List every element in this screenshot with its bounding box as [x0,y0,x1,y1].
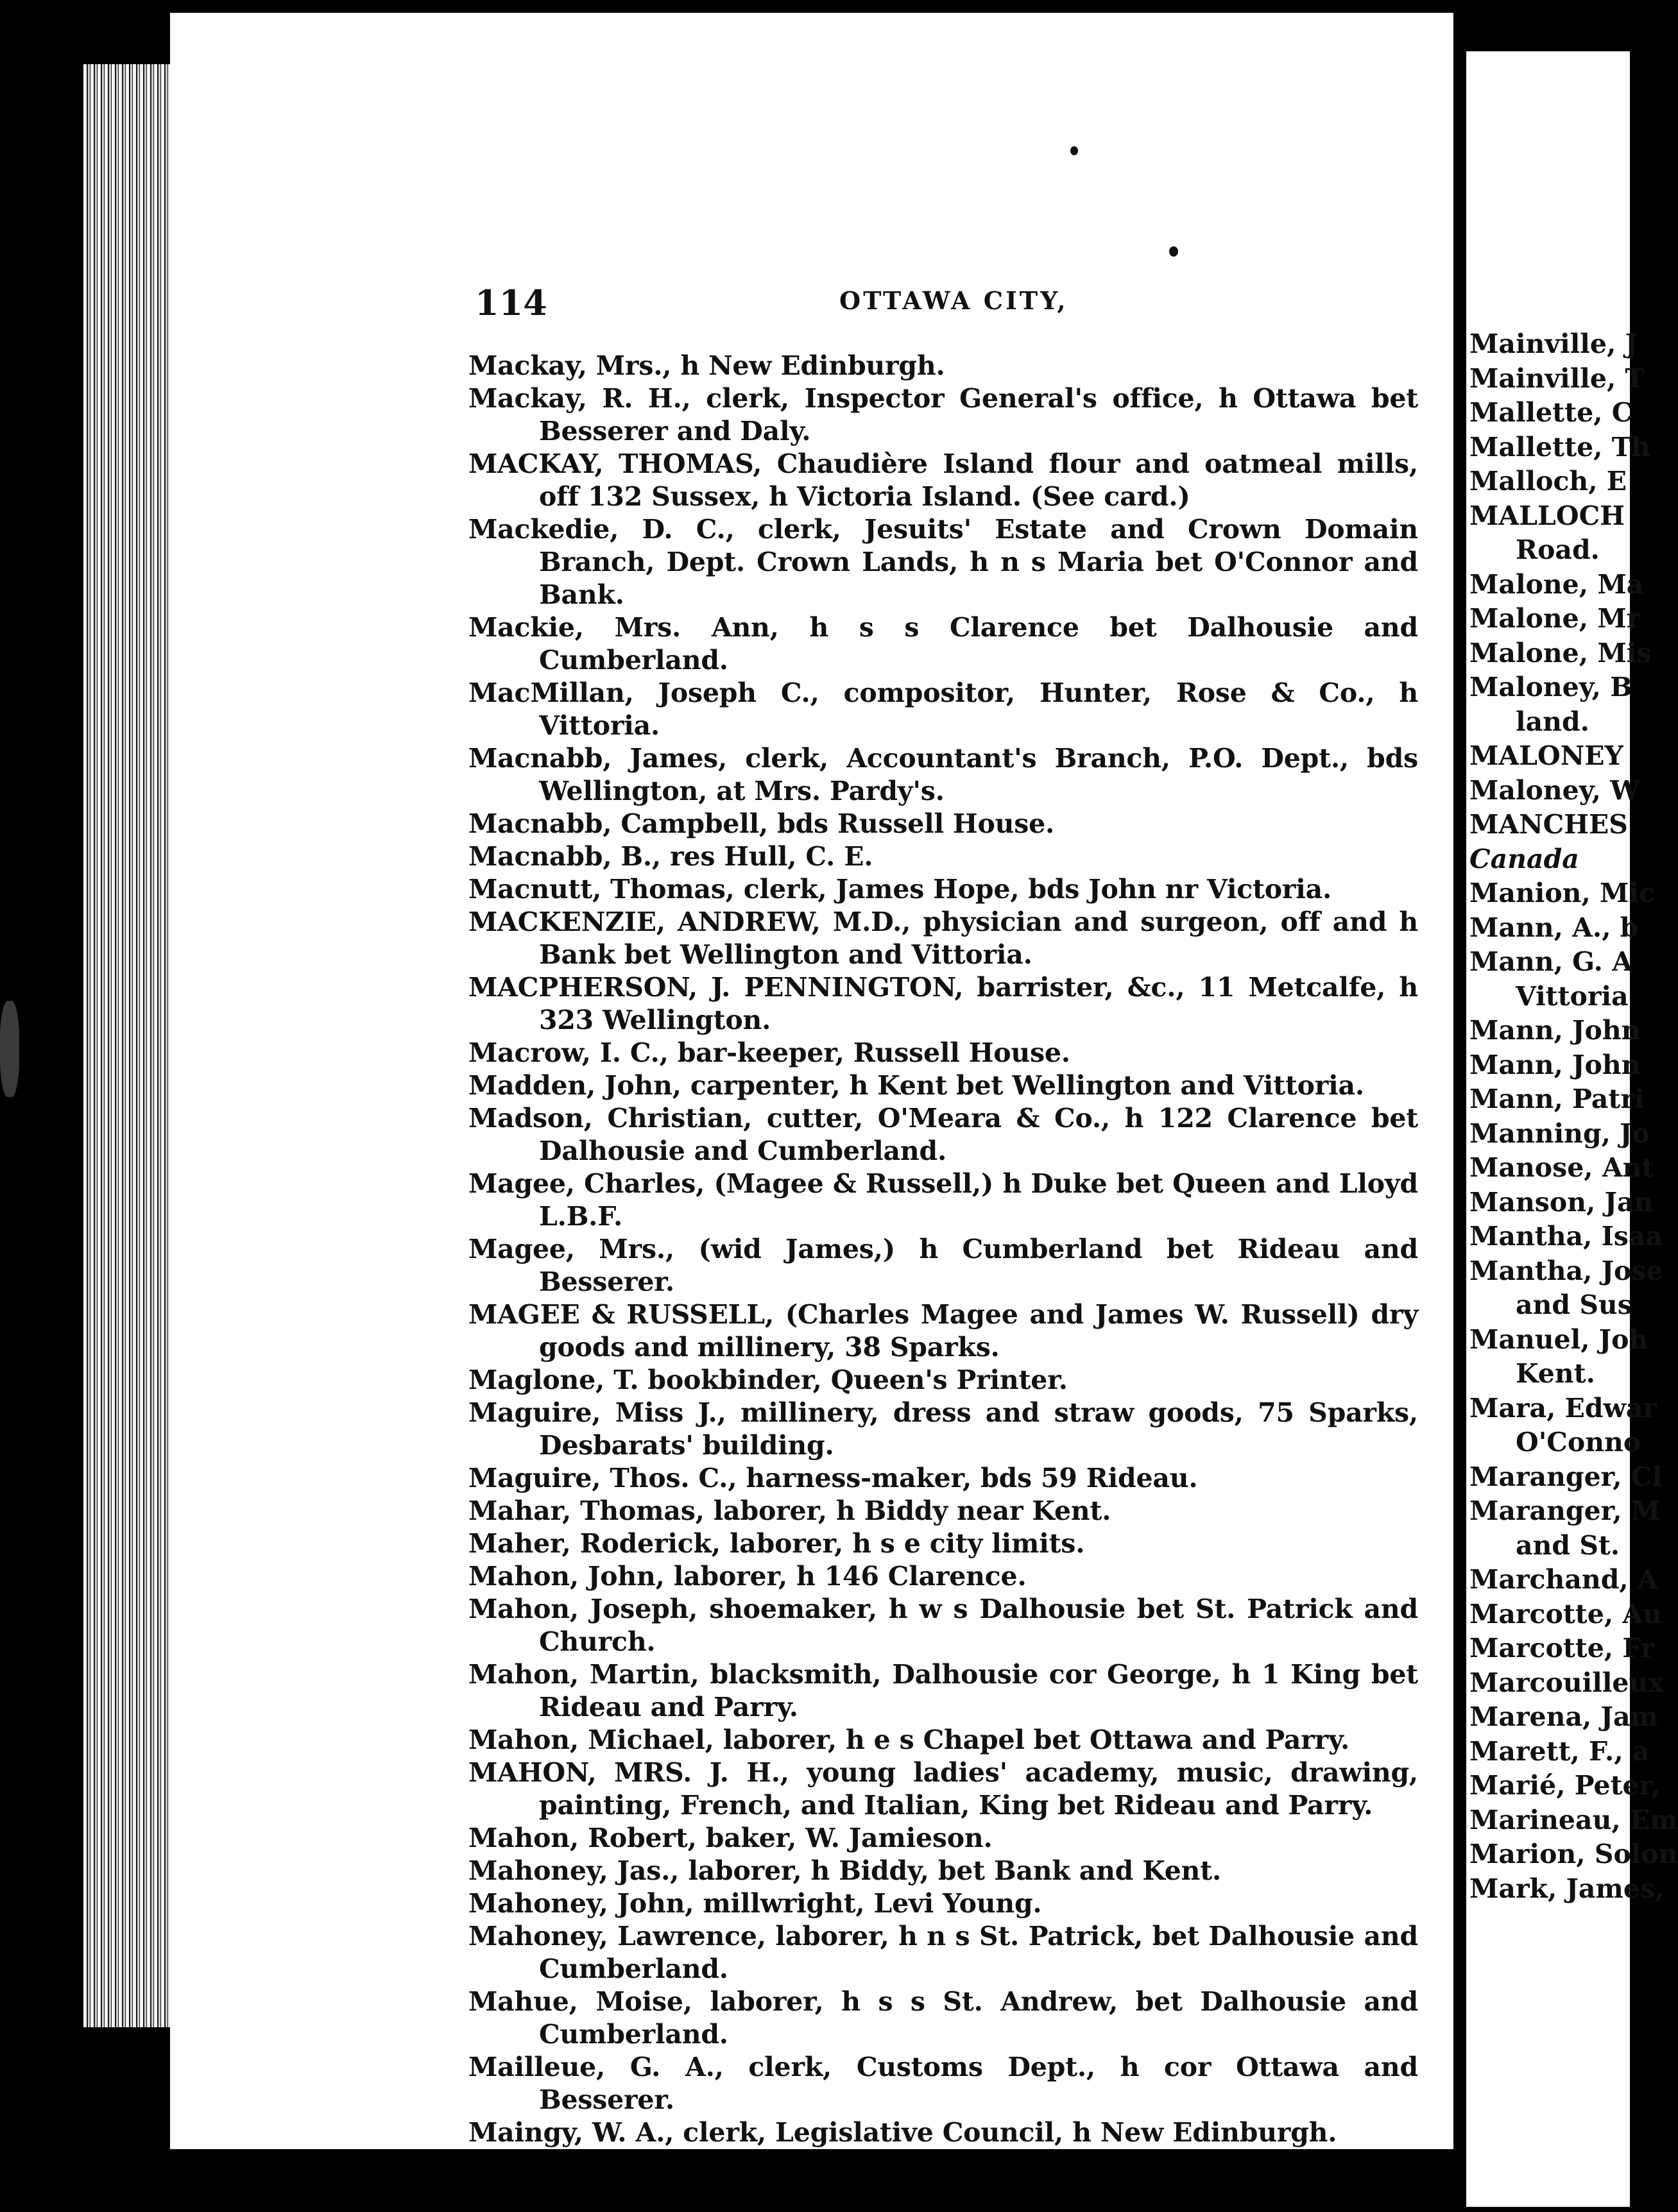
directory-entry: Mailleue, G. A., clerk, Customs Dept., h cor Ottawa and Besserer. [468,2052,1418,2115]
adjacent-page-line: Marett, F., a [1469,1735,1650,1767]
directory-entry: Maher, Roderick, laborer, h s e city limits. [468,1528,1085,1559]
adjacent-page-line: Maranger, Cl [1469,1461,1663,1492]
directory-entry: Maingy, W. A., clerk, Legislative Council, h New Edinburgh. [468,2117,1337,2148]
adjacent-page-line: and Sus [1516,1289,1632,1320]
adjacent-page-line: Marchand, A [1469,1564,1658,1595]
page-number: 114 [475,282,547,323]
directory-entry: Maguire, Miss J., millinery, dress and straw goods, 75 Sparks, Desbarats' building. [468,1397,1418,1461]
adjacent-page-line: Mann, Patri [1469,1084,1645,1114]
directory-entry: Mackie, Mrs. Ann, h s s Clarence bet Dalhousie and Cumberland. [468,612,1418,676]
directory-entry: Madson, Christian, cutter, O'Meara & Co., h 122 Clarence bet Dalhousie and Cumberland. [468,1103,1418,1166]
running-title: OTTAWA CITY, [839,286,1068,315]
directory-entry: Mackay, Mrs., h New Edinburgh. [468,350,945,381]
adjacent-page-line: Mann, John [1469,1049,1641,1080]
adjacent-page-line: Mann, A., b [1469,912,1639,943]
adjacent-page-line: and St. [1516,1529,1620,1561]
directory-entry: Mahue, Moise, laborer, h s s St. Andrew, bet Dalhousie and Cumberland. [468,1986,1418,2050]
directory-entry: Mahoney, Lawrence, laborer, h n s St. Patrick, bet Dalhousie and Cumberland. [468,1921,1418,1984]
directory-entry: Mahon, Martin, blacksmith, Dalhousie cor George, h 1 King bet Rideau and Parry. [468,1659,1418,1723]
directory-entry: Mahon, Joseph, shoemaker, h w s Dalhousie bet St. Patrick and Church. [468,1594,1418,1657]
adjacent-page-line: Maloney, W [1469,774,1640,806]
adjacent-page-line: Mann, John [1469,1015,1641,1046]
directory-entry: Madden, John, carpenter, h Kent bet Wellington and Vittoria. [468,1070,1364,1101]
directory-entry: MACKAY, THOMAS, Chaudière Island flour and oatmeal mills, off 132 Sussex, h Victoria Island. (See card.) [468,448,1418,512]
directory-entry: Macnabb, James, clerk, Accountant's Branch, P.O. Dept., bds Wellington, at Mrs. Pardy's. [468,743,1418,806]
adjacent-page-line: Malloch, E [1469,466,1627,497]
directory-entry: Mahoney, Jas., laborer, h Biddy, bet Bank and Kent. [468,1855,1222,1886]
adjacent-page-line: Mantha, Jose [1469,1255,1663,1286]
adjacent-page-line: Marion, Solon [1469,1839,1678,1869]
directory-entry: Mahar, Thomas, laborer, h Biddy near Kent. [468,1495,1111,1526]
directory-entry: Maguire, Thos. C., harness-maker, bds 59 Rideau. [468,1463,1198,1493]
directory-entry: Magee, Mrs., (wid James,) h Cumberland bet Rideau and Besserer. [468,1234,1418,1297]
adjacent-page-line: Manose, Ant [1469,1152,1654,1183]
adjacent-page-line: Mainville, J [1469,328,1638,359]
adjacent-page-line: Marineau, Em [1469,1804,1678,1835]
adjacent-page-line: Manion, Mic [1469,878,1655,908]
directory-entries [468,350,1418,2149]
directory-entry: Mackay, R. H., clerk, Inspector General's office, h Ottawa bet Besserer and Daly. [468,383,1418,447]
adjacent-page-line: Manson, Jan [1469,1186,1654,1218]
adjacent-page-line: Mara, Edwar [1469,1392,1657,1424]
adjacent-page-line: Marié, Peter, [1469,1770,1661,1801]
adjacent-page-line: MANCHES [1469,809,1628,840]
adjacent-page-line: Marcotte, Fr [1469,1633,1655,1663]
adjacent-page-line: Canada [1469,843,1579,874]
directory-entry: MacMillan, Joseph C., compositor, Hunter, Rose & Co., h Vittoria. [468,677,1418,741]
directory-entry: Macnutt, Thomas, clerk, James Hope, bds John nr Victoria. [468,874,1332,905]
scan-smudge [0,1001,19,1097]
directory-entry: MACPHERSON, J. PENNINGTON, barrister, &c., 11 Metcalfe, h 323 Wellington. [468,972,1418,1035]
directory-entry: Magee, Charles, (Magee & Russell,) h Duke bet Queen and Lloyd L.B.F. [468,1168,1418,1232]
directory-entry: Mahon, John, laborer, h 146 Clarence. [468,1561,1027,1592]
adjacent-page-line: Mark, James, [1469,1873,1665,1904]
adjacent-page-line: Road. [1516,534,1600,565]
directory-entry: MAGEE & RUSSELL, (Charles Magee and James W. Russell) dry goods and millinery, 38 Sparks. [468,1299,1418,1363]
adjacent-page-line: Marena, Jam [1469,1701,1658,1732]
adjacent-page-line: O'Conno [1516,1427,1641,1458]
adjacent-page-line: Maranger, M [1469,1495,1661,1526]
directory-entry: Macnabb, Campbell, bds Russell House. [468,808,1055,839]
adjacent-page-line: Malone, Mis [1469,637,1652,668]
adjacent-page-line: Manning, Jo [1469,1118,1650,1149]
adjacent-page-line: Malone, Ma [1469,568,1644,600]
directory-entry: Mahoney, John, millwright, Levi Young. [468,1888,1042,1919]
directory-entry: MAHON, MRS. J. H., young ladies' academy, music, drawing, painting, French, and Italian, King bet Rideau and Parry. [468,1757,1418,1821]
directory-entry: Maglone, T. bookbinder, Queen's Printer. [468,1365,1068,1395]
directory-entry: Mahon, Michael, laborer, h e s Chapel bet Ottawa and Parry. [468,1724,1350,1755]
directory-entry: Mahon, Robert, baker, W. Jamieson. [468,1823,993,1853]
directory-entry: Macrow, I. C., bar-keeper, Russell House. [468,1037,1070,1068]
adjacent-page-line: Mainville, T [1469,362,1645,394]
adjacent-page-line: land. [1516,706,1589,737]
adjacent-page-line: Malone, Mr [1469,603,1641,634]
adjacent-page-line: Kent. [1516,1358,1595,1389]
adjacent-page-line: Mantha, Isaa [1469,1221,1663,1252]
adjacent-page-line: Mann, G. A [1469,946,1633,977]
directory-entry: Macnabb, B., res Hull, C. E. [468,841,873,872]
adjacent-page-text [1469,327,1678,1906]
adjacent-page-line: Mallette, C [1469,397,1633,428]
adjacent-page-line: MALONEY [1469,740,1623,771]
adjacent-page-line: Marcouilleux [1469,1667,1664,1698]
adjacent-page-line: Manuel, Joh [1469,1323,1648,1355]
adjacent-page-line: Marcotte, Au [1469,1598,1662,1629]
adjacent-page-line: MALLOCH [1469,500,1625,531]
adjacent-page-line: Mallette, Th [1469,431,1651,463]
directory-entry: MACKENZIE, ANDREW, M.D., physician and surgeon, off and h Bank bet Wellington and Vittoria. [468,906,1418,970]
adjacent-page-line: Maloney, B [1469,672,1632,702]
directory-entry: Mackedie, D. C., clerk, Jesuits' Estate and Crown Domain Branch, Dept. Crown Lands, h n s Maria bet O'Connor and Bank. [468,514,1418,610]
ink-speck [1169,246,1178,257]
ink-speck [1070,146,1078,155]
book-page-edges [83,64,180,2027]
adjacent-page-line: Vittoria [1516,980,1629,1012]
